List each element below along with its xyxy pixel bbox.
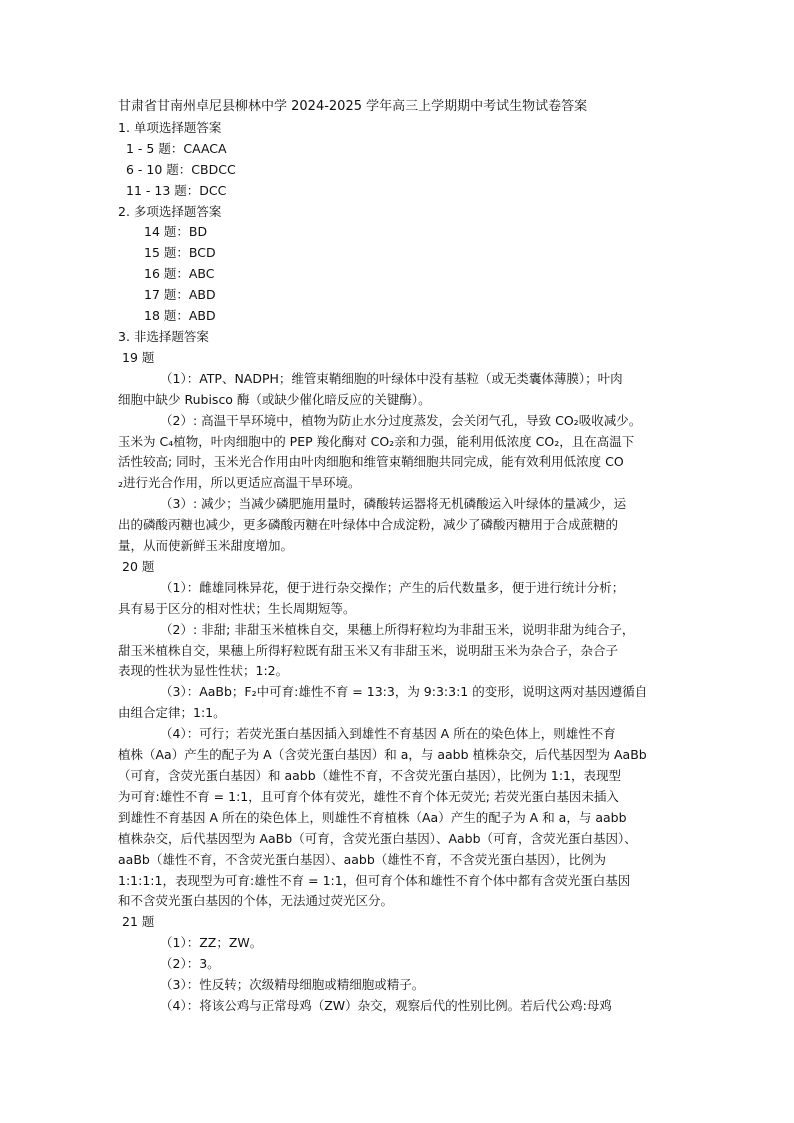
text-line: 表现的性状为显性性状；1:2。 (118, 663, 289, 679)
answer-20-4 (118, 724, 680, 912)
answer-21-2: （2）：3。 (160, 956, 220, 972)
text-line: 甜玉米植株自交，果穗上所得籽粒既有甜玉米又有非甜玉米，说明甜玉米为杂合子，杂合子 (118, 642, 619, 658)
answer-20-3 (118, 682, 680, 724)
section-heading-single: 1. 单项选择题答案 (118, 119, 222, 135)
answer-21-3: （3）：性反转；次级精母细胞或精细胞或精子。 (160, 977, 425, 993)
text-line: 具有易于区分的相对性状；生长周期短等。 (118, 600, 356, 616)
text-line: ₂进行光合作用，所以更适应高温干旱环境。 (118, 475, 361, 491)
text-line: 植株杂交，后代基因型为 AaBb（可育，含荧光蛋白基因）、Aabb（可育，含荧光蛋白基因）、 (118, 830, 637, 846)
text-line: 为可育:雄性不育 = 1:1，且可育个体有荧光，雄性不育个体无荧光; 若荧光蛋白基因未插入 (118, 788, 619, 804)
text-line: （1）：ATP、NADPH；维管束鞘细胞的叶绿体中没有基粒（或无类囊体薄膜）；叶肉 (160, 370, 623, 386)
document-title: 甘肃省甘南州卓尼县柳林中学 2024-2025 学年高三上学期期中考试生物试卷答案 (118, 99, 588, 114)
answer-line: 18 题：ABD (144, 308, 216, 324)
answer-line: 14 题：BD (144, 224, 208, 240)
answer-21-4: （4）：将该公鸡与正常母鸡（ZW）杂交，观察后代的性别比例。若后代公鸡:母鸡 (160, 997, 612, 1013)
text-line: 植株（Aa）产生的配子为 A（含荧光蛋白基因）和 a，与 aabb 植株杂交，后代基因型为 AaBb (118, 747, 647, 763)
answer-19-3 (118, 494, 680, 557)
text-line: 到雄性不育基因 A 所在的染色体上，则雄性不育植株（Aa）产生的配子为 A 和 a，与 aabb (118, 809, 627, 825)
text-line: （4）：可行；若荧光蛋白基因插入到雄性不育基因 A 所在的染色体上，则雄性不育 (160, 726, 616, 742)
answer-20-2 (118, 620, 680, 683)
text-line: 玉米为 C₄植物，叶肉细胞中的 PEP 羧化酶对 CO₂亲和力强，能利用低浓度 CO₂，且在高温下 (118, 433, 635, 449)
text-line: 量，从而使新鲜玉米甜度增加。 (118, 538, 294, 554)
section-heading-multi: 2. 多项选择题答案 (118, 203, 222, 219)
answer-line: 6 - 10 题：CBDCC (126, 161, 236, 177)
answer-document (118, 97, 680, 1017)
text-line: 由组合定律；1:1。 (118, 705, 226, 721)
text-line: 活性较高; 同时，玉米光合作用由叶肉细胞和维管束鞘细胞共同完成，能有效利用低浓度 CO (118, 454, 624, 470)
text-line: （2）: 非甜; 非甜玉米植株自交，果穗上所得籽粒均为非甜玉米，说明非甜为纯合子， (160, 621, 635, 637)
section-heading-nonchoice: 3. 非选择题答案 (118, 328, 209, 344)
question-label-19: 19 题 (122, 349, 155, 365)
answer-19-1 (118, 369, 680, 411)
answer-line: 17 题：ABD (144, 287, 216, 303)
answer-21-1: （1）：ZZ；ZW。 (160, 935, 263, 951)
text-line: （1）：雌雄同株异花，便于进行杂交操作；产生的后代数量多，便于进行统计分析； (160, 579, 625, 595)
question-label-21: 21 题 (122, 914, 155, 930)
text-line: （可育，含荧光蛋白基因）和 aabb（雄性不育，不含荧光蛋白基因），比例为 1:1，表现型 (118, 768, 622, 783)
text-line: 细胞中缺少 Rubisco 酶（或缺少催化暗反应的关键酶）。 (118, 391, 431, 407)
question-label-20: 20 题 (122, 558, 155, 574)
text-line: aaBb（雄性不育，不含荧光蛋白基因）、aabb（雄性不育，不含荧光蛋白基因），比例为 (118, 851, 607, 867)
text-line: 1:1:1:1，表现型为可育:雄性不育 = 1:1，但可育个体和雄性不育个体中都有含荧光蛋白基因 (118, 872, 631, 888)
answer-line: 1 - 5 题：CAACA (126, 140, 227, 156)
text-line: （3）: 减少；当减少磷肥施用量时，磷酸转运器将无机磷酸运入叶绿体的量减少，运 (160, 496, 627, 512)
text-line: （2）: 高温干旱环境中，植物为防止水分过度蒸发，会关闭气孔，导致 CO₂吸收减少。 (160, 412, 642, 428)
answer-line: 16 题：ABC (144, 266, 215, 282)
answer-20-1 (118, 578, 680, 620)
answer-line: 15 题：BCD (144, 245, 216, 261)
answer-19-2 (118, 411, 680, 495)
answer-line: 11 - 13 题：DCC (126, 182, 227, 198)
text-line: 出的磷酸丙糖也减少，更多磷酸丙糖在叶绿体中合成淀粉，减少了磷酸丙糖用于合成蔗糖的 (118, 517, 619, 533)
text-line: 和不含荧光蛋白基因的个体，无法通过荧光区分。 (118, 893, 394, 909)
text-line: （3）：AaBb；F₂中可育:雄性不育 = 13:3，为 9:3:3:1 的变形，说明这两对基因遵循自 (160, 684, 648, 700)
